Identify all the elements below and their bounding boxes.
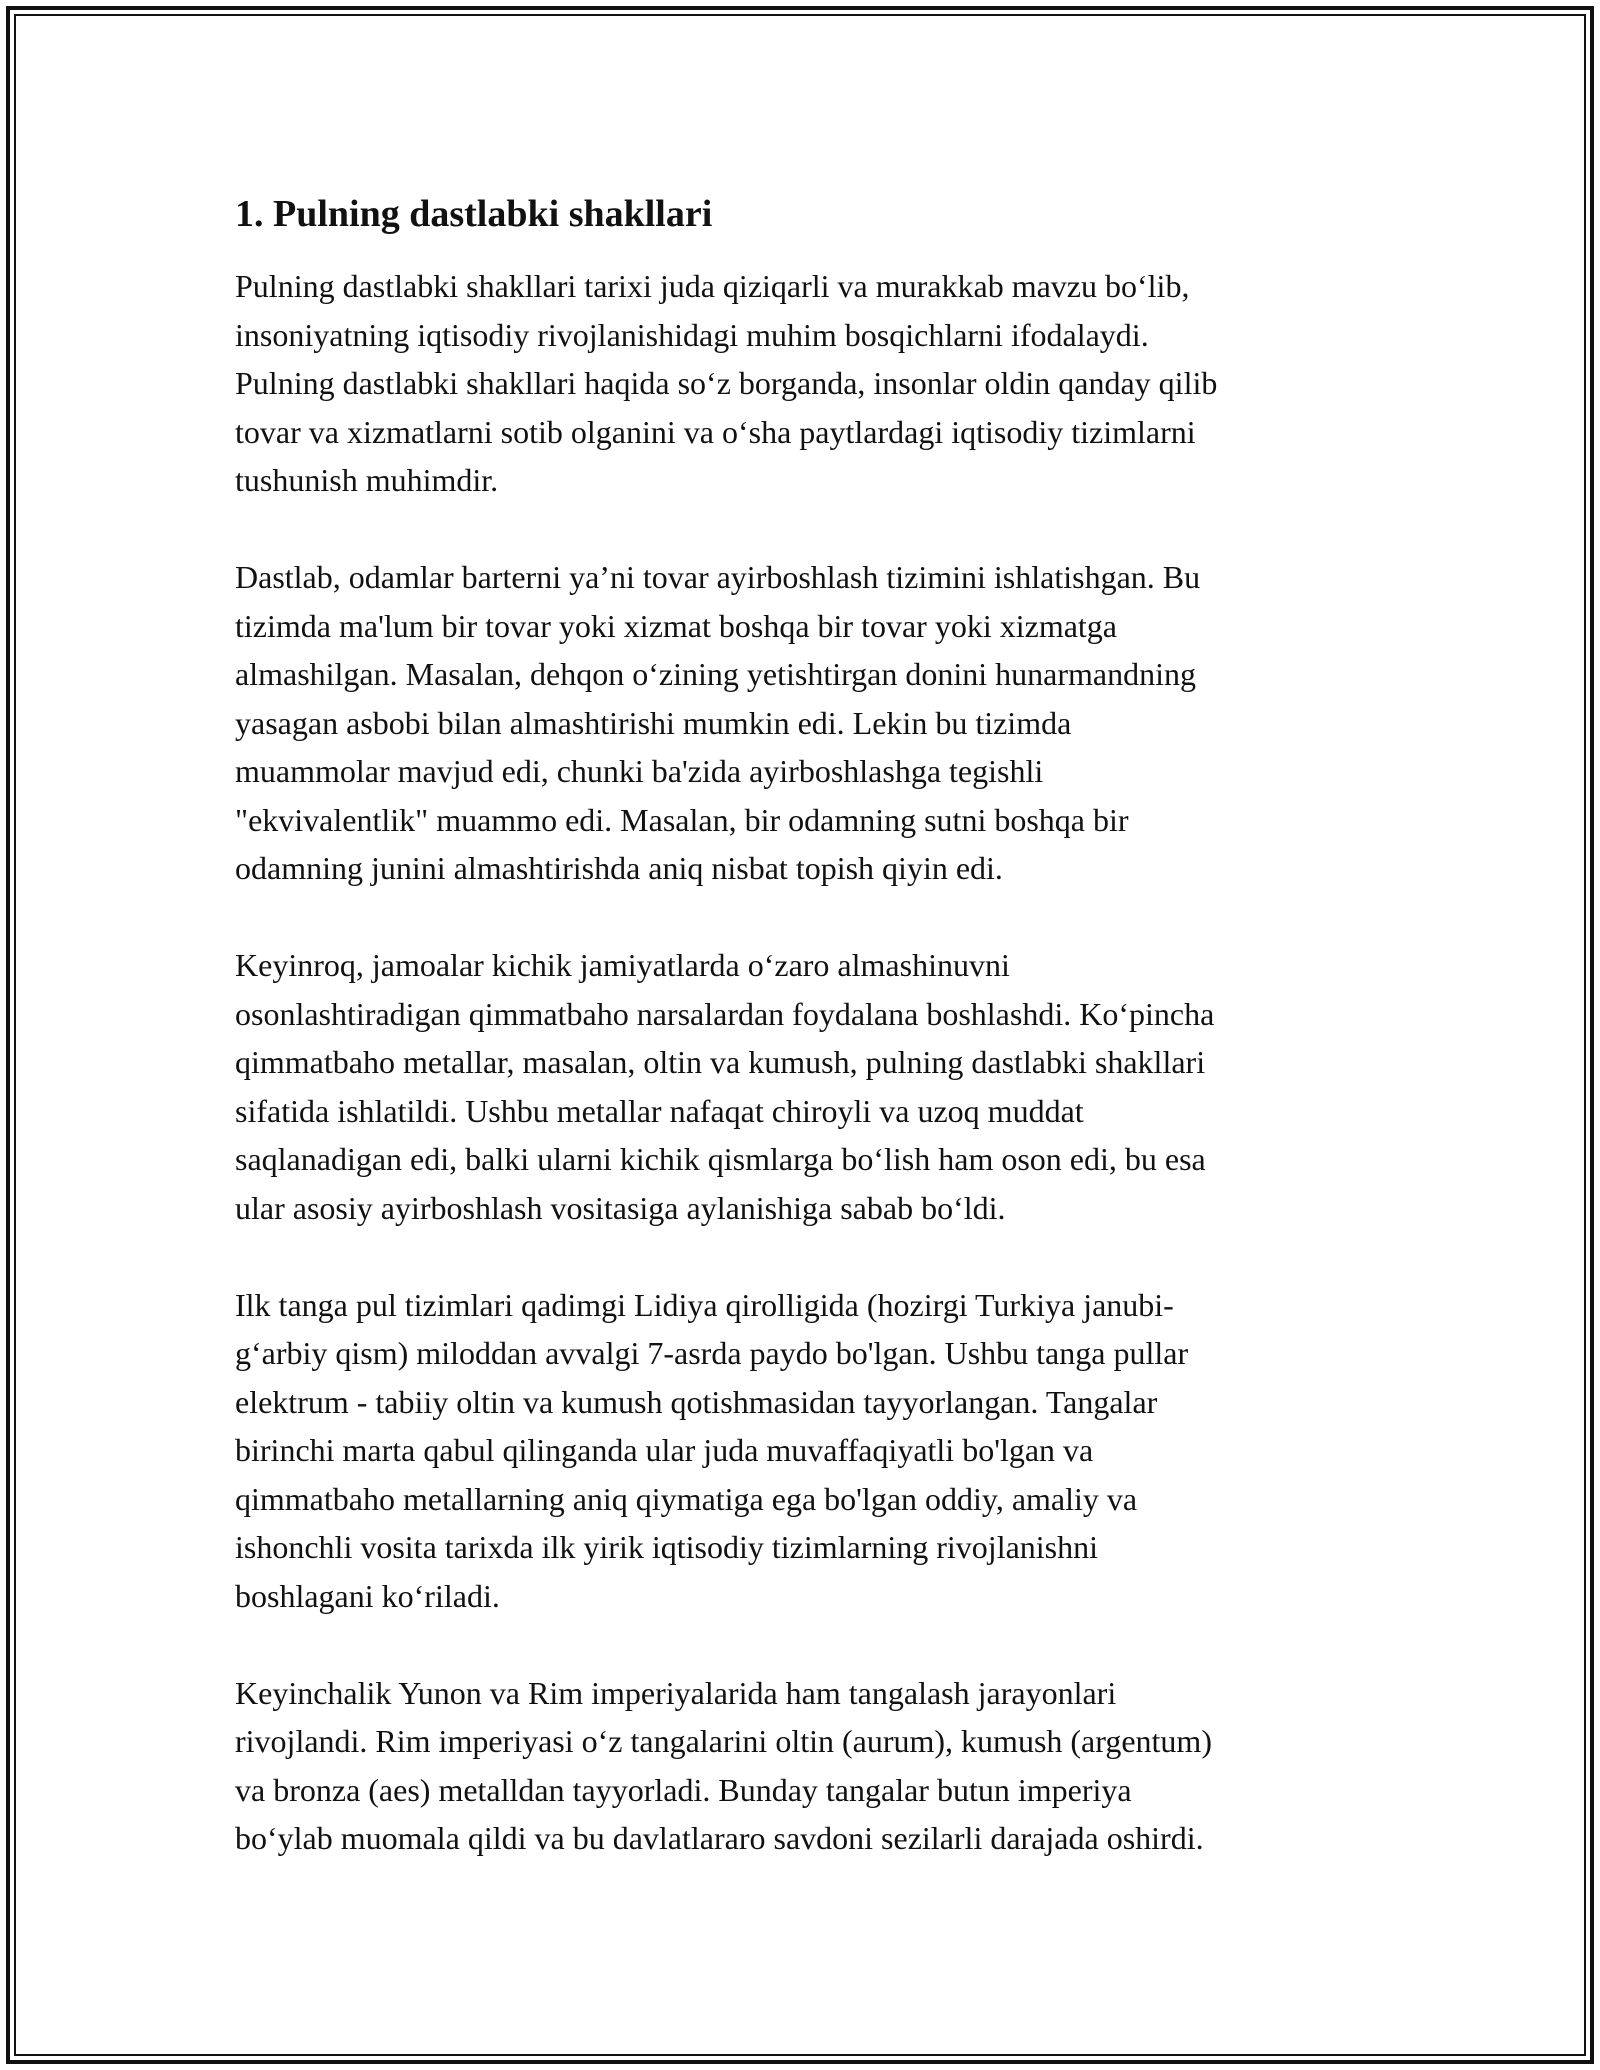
paragraph-4: Ilk tanga pul tizimlari qadimgi Lidiya qirolligida (hozirgi Turkiya janubi- g‘arbiy qism) miloddan avvalgi 7-asrda paydo bo'lgan. Ushbu tanga pullar elektrum - tabiiy oltin va kumush qotishmasidan tayyorlangan. Tangalar birinchi marta qabul qilinganda ular juda muvaffaqiyatli bo'lgan va qimmatbaho metallarning aniq qiymatiga ega bo'lgan oddiy, amaliy va ishonchli vosita tarixda ilk yirik iqtisodiy tizimlarning rivojlanishni boshlagani ko‘riladi. xyxy=(235,1286,1189,1614)
paragraph-1: Pulning dastlabki shakllari tarixi juda qiziqarli va murakkab mavzu bo‘lib, insoniyatning iqtisodiy rivojlanishidagi muhim bosqichlarni ifodalaydi. Pulning dastlabki shakllari haqida so‘z borganda, insonlar oldin qanday qilib tovar va xizmatlarni sotib olganini va o‘sha paytlardagi iqtisodiy tizimlarni tushunish muhimdir. xyxy=(235,268,1218,498)
document-body xyxy=(235,190,1375,1911)
paragraph-3: Keyinroq, jamoalar kichik jamiyatlarda o‘zaro almashinuvni osonlashtiradigan qimmatbaho narsalardan foydalana boshlashdi. Ko‘pincha qimmatbaho metallar, masalan, oltin va kumush, pulning dastlabki shakllari sifatida ishlatildi. Ushbu metallar nafaqat chiroyli va uzoq muddat saqlanadigan edi, balki ularni kichik qismlarga bo‘lish ham oson edi, bu esa ular asosiy ayirboshlash vositasiga aylanishiga sabab bo‘ldi. xyxy=(235,947,1215,1226)
page-title: 1. Pulning dastlabki shakllari xyxy=(235,193,713,235)
paragraph-5: Keyinchalik Yunon va Rim imperiyalarida ham tangalash jarayonlari rivojlandi. Rim imperiyasi o‘z tangalarini oltin (aurum), kumush (argentum) va bronza (aes) metalldan tayyorladi. Bunday tangalar butun imperiya bo‘ylab muomala qildi va bu davlatlararo savdoni sezilarli darajada oshirdi. xyxy=(235,1674,1212,1856)
paragraph-2: Dastlab, odamlar barterni ya’ni tovar ayirboshlash tizimini ishlatishgan. Bu tizimda ma'lum bir tovar yoki xizmat boshqa bir tovar yoki xizmatga almashilgan. Masalan, dehqon o‘zining yetishtirgan donini hunarmandning yasagan asbobi bilan almashtirishi mumkin edi. Lekin bu tizimda muammolar mavjud edi, chunki ba'zida ayirboshlashga tegishli "ekvivalentlik" muammo edi. Masalan, bir odamning sutni boshqa bir odamning junini almashtirishda aniq nisbat topish qiyin edi. xyxy=(235,559,1201,886)
